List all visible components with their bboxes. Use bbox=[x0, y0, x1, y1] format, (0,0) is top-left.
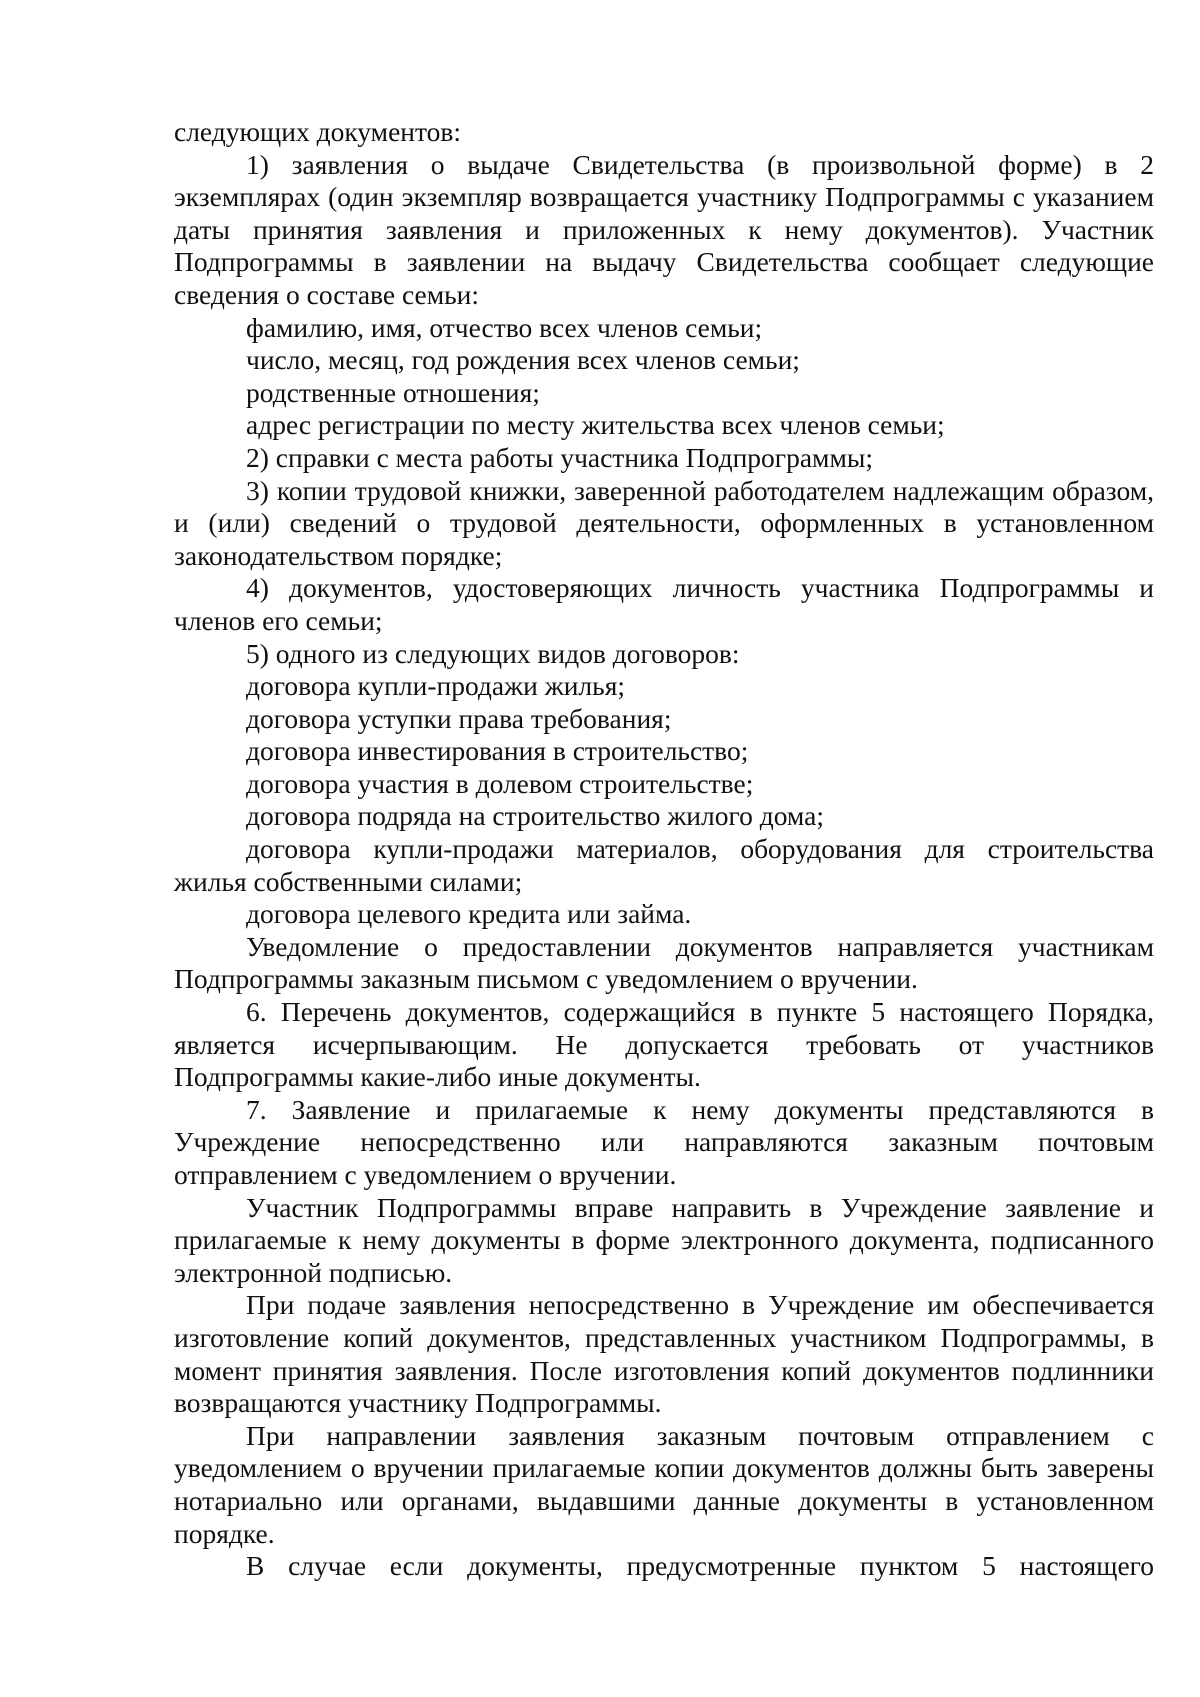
paragraph-direct-submission: При подаче заявления непосредственно в Учреждение им обеспечивается изготовление копий документов, представленных участником Подпрограммы, в момент принятия заявления. После изготовления копий документов подлинники возвращаются участнику Подпрограммы. bbox=[174, 1289, 1154, 1419]
list-item-birth-dates: число, месяц, год рождения всех членов семьи; bbox=[246, 344, 800, 376]
paragraph-section-6: 6. Перечень документов, содержащийся в пункте 5 настоящего Порядка, является исчерпывающим. Не допускается требовать от участников Подпрограммы какие-либо иные документы. bbox=[174, 996, 1154, 1093]
list-item-contract-construction: договора подряда на строительство жилого дома; bbox=[246, 800, 824, 832]
paragraph-item-2-work-certificate: 2) справки с места работы участника Подпрограммы; bbox=[246, 441, 873, 473]
paragraph-item-5-contracts: 5) одного из следующих видов договоров: bbox=[246, 637, 740, 669]
paragraph-item-3-employment-record: 3) копии трудовой книжки, заверенной работодателем надлежащим образом, и (или) сведений о трудовой деятельности, оформленных в установленном законодательством порядке; bbox=[174, 474, 1154, 571]
list-item-contract-investment: договора инвестирования в строительство; bbox=[246, 735, 749, 767]
paragraph-item-4-identity-documents: 4) документов, удостоверяющих личность участника Подпрограммы и членов его семьи; bbox=[174, 572, 1154, 636]
paragraph-electronic-submission: Участник Подпрограммы вправе направить в Учреждение заявление и прилагаемые к нему документы в форме электронного документа, подписанного электронной подписью. bbox=[174, 1191, 1154, 1288]
list-item-contract-sale: договора купли-продажи жилья; bbox=[246, 670, 625, 702]
list-item-contract-assignment: договора уступки права требования; bbox=[246, 702, 672, 734]
paragraph-intro: следующих документов: bbox=[174, 116, 462, 147]
paragraph-notification: Уведомление о предоставлении документов направляется участникам Подпрограммы заказным письмом с уведомлением о вручении. bbox=[174, 930, 1154, 995]
list-item-contract-materials: договора купли-продажи материалов, оборудования для строительства жилья собственными силами; bbox=[174, 833, 1154, 897]
list-item-contract-shared-construction: договора участия в долевом строительстве; bbox=[246, 767, 754, 799]
list-item-contract-loan: договора целевого кредита или займа. bbox=[246, 898, 692, 930]
paragraph-continuation: В случае если документы, предусмотренные пунктом 5 настоящего bbox=[246, 1550, 1154, 1582]
paragraph-postal-submission: При направлении заявления заказным почтовым отправлением с уведомлением о вручении прилагаемые копии документов должны быть заверены нотариально или органами, выдавшими данные документы в установленном порядке. bbox=[174, 1419, 1154, 1549]
paragraph-item-1-application: 1) заявления о выдаче Свидетельства (в произвольной форме) в 2 экземплярах (один экземпляр возвращается участнику Подпрограммы с указанием даты принятия заявления и приложенных к нему документов). Участник Подпрограммы в заявлении на выдачу Свидетельства сообщает следующие сведения о составе семьи: bbox=[174, 148, 1154, 310]
list-item-relations: родственные отношения; bbox=[246, 376, 540, 408]
paragraph-section-7: 7. Заявление и прилагаемые к нему документы представляются в Учреждение непосредственно или направляются заказным почтовым отправлением с уведомлением о вручении. bbox=[174, 1093, 1154, 1190]
list-item-registration-address: адрес регистрации по месту жительства всех членов семьи; bbox=[246, 409, 945, 441]
list-item-family-names: фамилию, имя, отчество всех членов семьи; bbox=[246, 311, 763, 343]
document-page bbox=[174, 116, 1154, 1583]
